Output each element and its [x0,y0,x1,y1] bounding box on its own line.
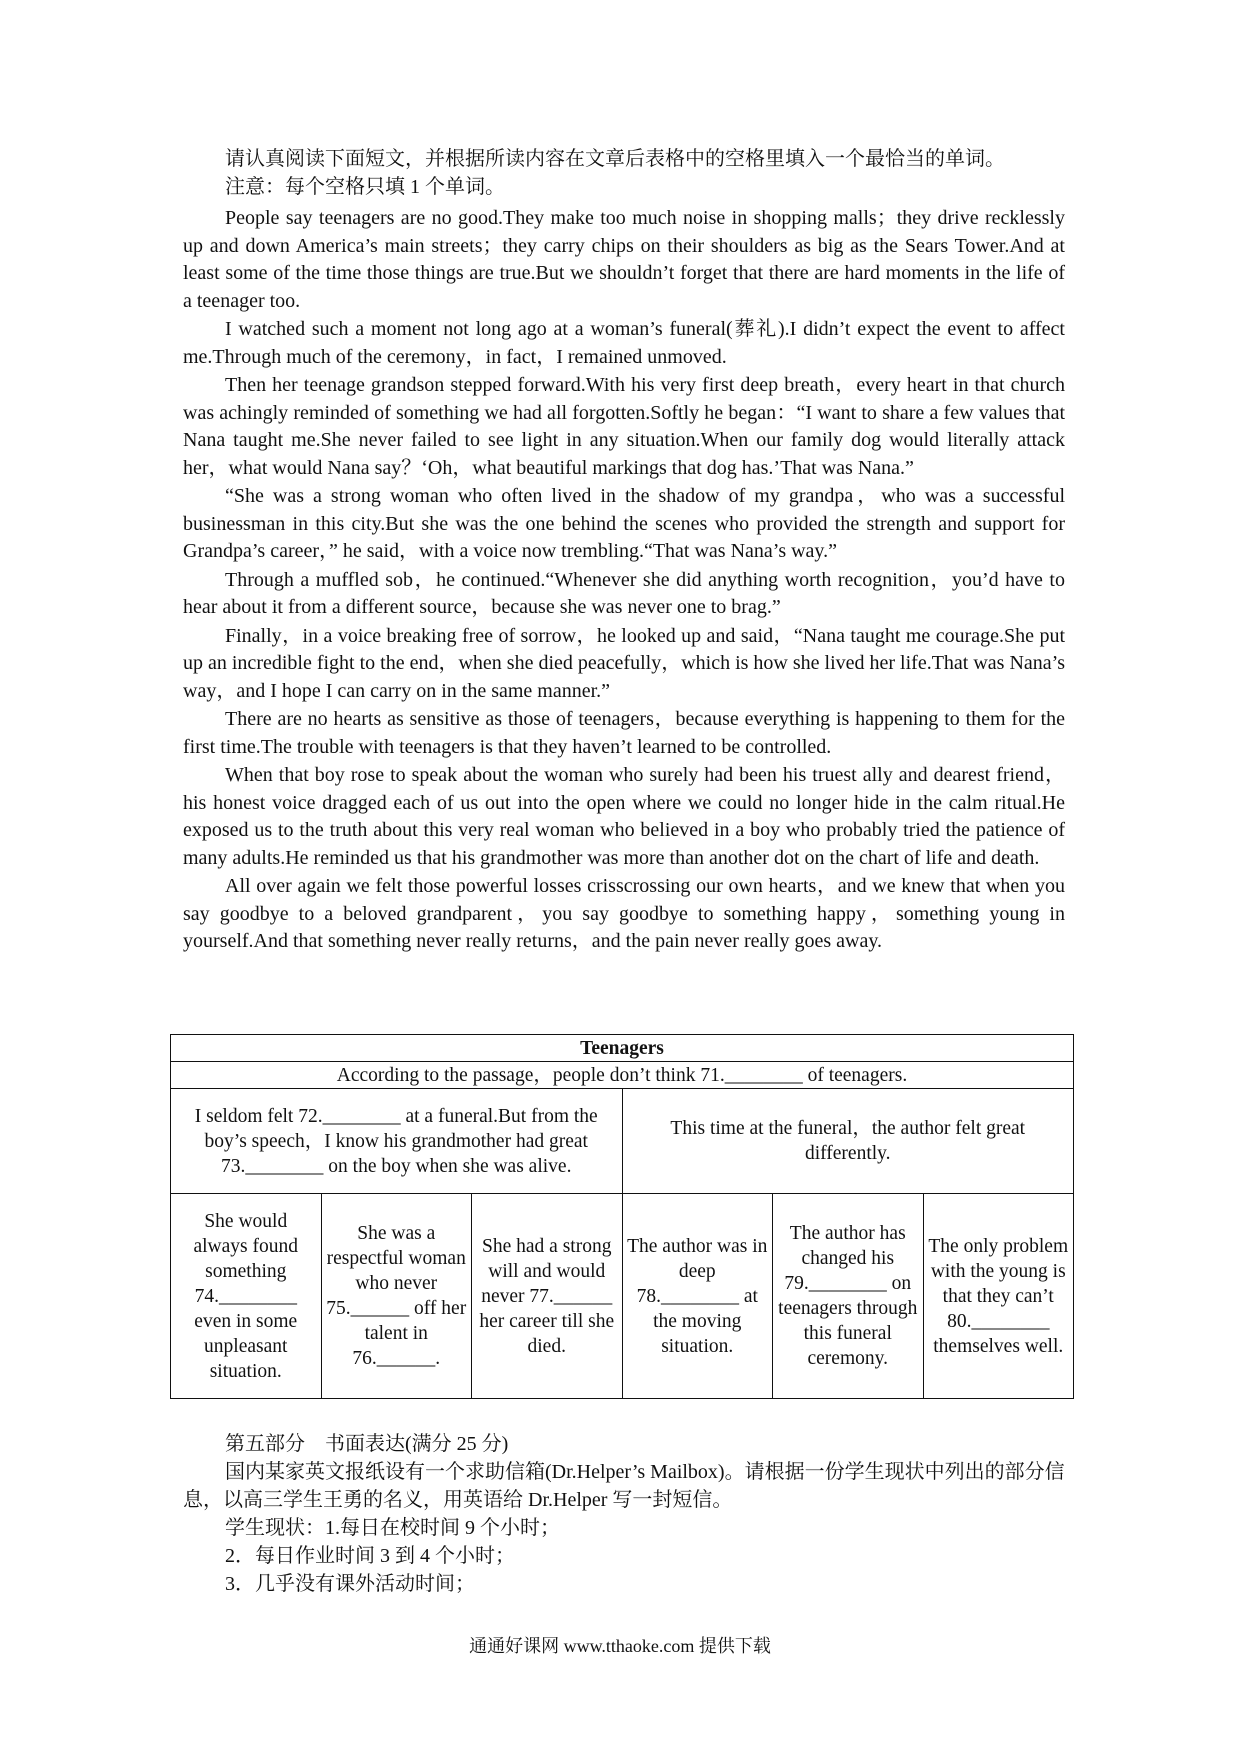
table-cell: She had a strong will and would never 77.______ her career till she died. [472,1194,623,1399]
passage-paragraph: I watched such a moment not long ago at a woman’s funeral(葬礼).I didn’t expect the event to affect me.Through much of the ceremony，in fact，I remained unmoved. [183,318,1065,368]
document-body [183,145,1065,956]
list-item: 3．几乎没有课外活动时间； [225,1573,475,1595]
passage-paragraph: “She was a strong woman who often lived in the shadow of my grandpa，who was a successful businessman in this city.But she was the one behind the scenes who provided the strength and support for Grandpa’s career，” he said，with a voice now trembling.“That was Nana’s way.” [183,485,1065,562]
table-cell-right: This time at the funeral，the author felt great differently. [622,1089,1074,1194]
table-cell-left: I seldom felt 72.________ at a funeral.But from the boy’s speech，I know his grandmother had great 73.________ on the boy when she was alive. [171,1089,623,1194]
list-item: 学生现状：1.每日在校时间 9 个小时； [225,1517,560,1539]
table-cell: She was a respectful woman who never 75.______ off her talent in 76.______. [321,1194,472,1399]
section-text: 国内某家英文报纸设有一个求助信箱(Dr.Helper’s Mailbox)。请根据一份学生现状中列出的部分信息，以高三学生王勇的名义，用英语给 Dr.Helper 写一封短信。 [183,1461,1065,1511]
summary-table [170,1034,1074,1399]
passage-paragraph: Then her teenage grandson stepped forward.With his very first deep breath，every heart in that church was achingly reminded of something we had all forgotten.Softly he began：“I want to share a few values that Nana taught me.She never failed to see light in any situation.When our family dog would literally attack her，what would Nana say？‘Oh，what beautiful markings that dog has.’That was Nana.” [183,374,1065,479]
section-heading: 第五部分 书面表达(满分 25 分) [225,1433,509,1455]
list-item: 2．每日作业时间 3 到 4 个小时； [225,1545,515,1567]
passage-paragraph: Finally，in a voice breaking free of sorrow，he looked up and said，“Nana taught me courage.She put up an incredible fight to the end，when she died peacefully，which is how she lived her life.That was Nana’s way，and I hope I can carry on in the same manner.” [183,624,1065,702]
table-cell: The author has changed his 79.________ on teenagers through this funeral ceremony. [773,1194,924,1399]
passage-paragraph: There are no hearts as sensitive as those of teenagers，because everything is happening to them for the first time.The trouble with teenagers is that they haven’t learned to be controlled. [183,708,1065,758]
passage-paragraph: When that boy rose to speak about the woman who surely had been his truest ally and dearest friend，his honest voice dragged each of us out into the open where we could no longer hide in the calm ritual.He exposed us to the truth about this very real woman who believed in a boy who probably tried the patience of many adults.He reminded us that his grandmother was more than another dot on the chart of life and death. [183,764,1065,869]
instruction-note: 注意：每个空格只填 1 个单词。 [225,176,505,198]
passage-paragraph: All over again we felt those powerful losses crisscrossing our own hearts，and we knew that when you say goodbye to a beloved grandparent，you say goodbye to something happy，something young in yourself.And that something never really returns，and the pain never really goes away. [183,875,1065,952]
page-footer: 通通好课网 www.tthaoke.com 提供下载 [469,1636,771,1656]
instruction-line: 请认真阅读下面短文，并根据所读内容在文章后表格中的空格里填入一个最恰当的单词。 [225,148,1005,170]
table-cell: The author was in deep 78.________ at the moving situation. [622,1194,773,1399]
passage-paragraph: Through a muffled sob，he continued.“Whenever she did anything worth recognition，you’d have to hear about it from a different source，because she was never one to brag.” [183,568,1065,618]
table-intro: According to the passage，people don’t think 71.________ of teenagers. [171,1062,1074,1089]
writing-section [183,1430,1065,1598]
table-title: Teenagers [171,1035,1074,1062]
table-cell: She would always found something 74.________ even in some unpleasant situation. [171,1194,322,1399]
table-cell: The only problem with the young is that they can’t 80.________ themselves well. [923,1194,1074,1399]
passage-paragraph: People say teenagers are no good.They make too much noise in shopping malls；they drive recklessly up and down America’s main streets；they carry chips on their shoulders as big as the Sears Tower.And at least some of the time those things are true.But we shouldn’t forget that there are hard moments in the life of a teenager too. [183,207,1065,312]
